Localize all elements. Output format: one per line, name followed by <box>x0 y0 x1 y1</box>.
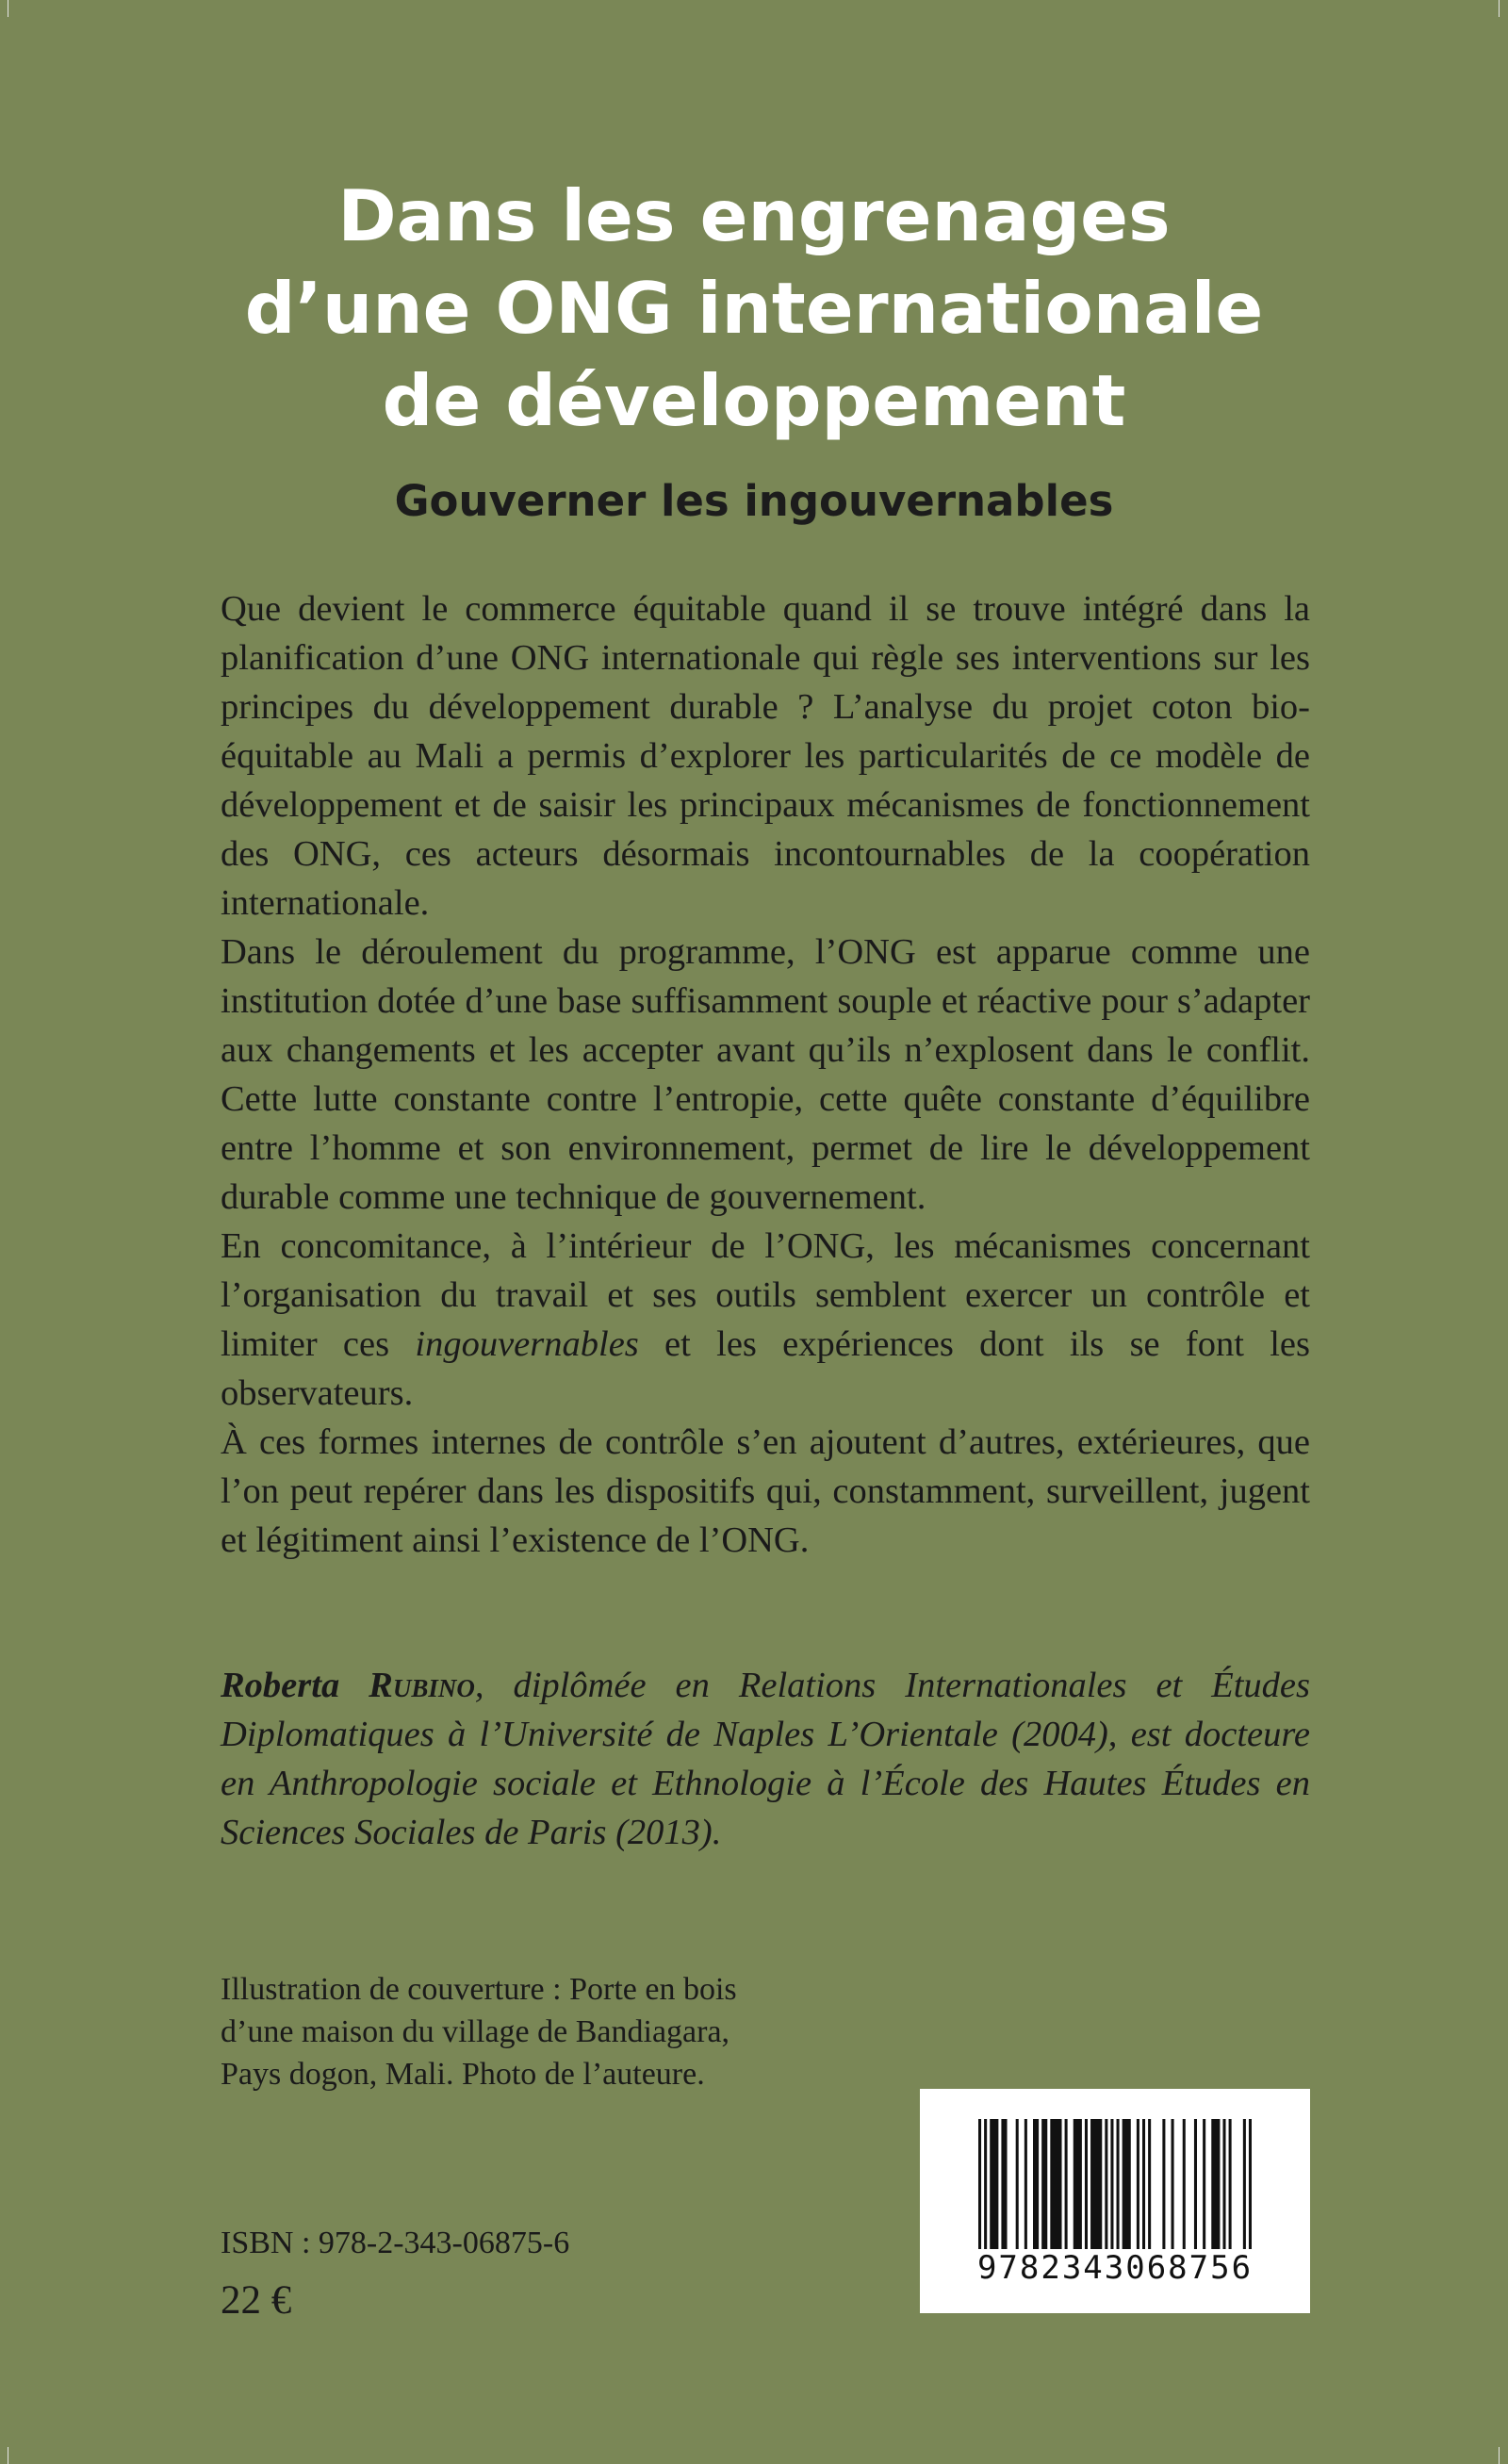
barcode-bar <box>1243 2119 1246 2270</box>
book-title-line-2: d’une ONG internationale <box>244 267 1264 350</box>
barcode-bar <box>1172 2119 1174 2249</box>
summary-paragraph-3-start: En concomitance, à l’intérieur de l’ONG, les mécanismes concernant l’organisation du travail et ses outils semblent exercer un contrôle et limiter ces <box>221 1226 1310 1364</box>
barcode-bar <box>1194 2119 1197 2249</box>
barcode-bar <box>990 2119 998 2249</box>
barcode <box>920 2089 1310 2313</box>
barcode-bar <box>978 2119 981 2270</box>
author-last-name: Rubino <box>369 1666 475 1705</box>
barcode-bar <box>1123 2119 1131 2249</box>
barcode-bar <box>1142 2119 1145 2249</box>
barcode-bar <box>1162 2119 1165 2249</box>
author-first-name: Roberta <box>221 1666 369 1705</box>
barcode-bar <box>1085 2119 1088 2249</box>
crop-mark-bottom-right <box>1499 2447 1500 2464</box>
barcode-bar <box>1024 2119 1027 2249</box>
barcode-bar <box>1110 2119 1113 2270</box>
barcode-bar <box>1016 2119 1019 2249</box>
summary-paragraph-3 <box>221 1222 1310 1418</box>
book-title-line-3: de développement <box>382 359 1126 442</box>
barcode-bar <box>984 2119 987 2270</box>
barcode-bar <box>1117 2119 1120 2270</box>
summary-paragraph-2: Dans le déroulement du programme, l’ONG est apparue comme une institution dotée d’une base suffisamment souple et réactive pour s’adapter aux changements et les accepter avant qu’ils n’explosent dans le conflit. Cette lutte constante contre l’entropie, cette quête constante d’équilibre entre l’homme et son environnement, permet de lire le développement durable comme une technique de gouvernement. <box>221 932 1310 1217</box>
book-subtitle: Gouverner les ingouvernables <box>394 476 1114 526</box>
barcode-bar <box>1105 2119 1107 2249</box>
caption-line-2: d’une maison du village de Bandiagara, <box>221 2014 730 2049</box>
barcode-bar <box>1050 2119 1061 2249</box>
cover-illustration-caption <box>221 1968 880 2095</box>
barcode-bar <box>1137 2119 1139 2249</box>
author-bio-text: , diplômée en Relations Internationales et Études Diplomatiques à l’Université de Naples L’Orientale (2004), est docteure en Anthropologie sociale et Ethnologie à l’École des Hautes Études en Sciences Sociales de Paris (2013). <box>221 1666 1310 1852</box>
summary-paragraph-3-end: et les expériences dont ils se font les observateurs. <box>221 1324 1310 1413</box>
summary-paragraph-1: Que devient le commerce équitable quand il se trouve intégré dans la planification d’une ONG internationale qui règle ses interventions sur les principes du développement durable ? L’analyse du projet coton bio-équitable au Mali a permis d’explorer les particularités de ce modèle de développement et de saisir les principaux mécanismes de fonctionnement des ONG, ces acteurs désormais incontournables de la coopération internationale. <box>221 589 1310 923</box>
barcode-bar <box>1222 2119 1225 2249</box>
barcode-bar <box>1183 2119 1186 2249</box>
summary-paragraph-3-italic: ingouvernables <box>415 1324 639 1364</box>
barcode-bars <box>978 2119 1252 2270</box>
price: 22 € <box>221 2278 292 2323</box>
barcode-bar <box>1074 2119 1082 2249</box>
isbn: ISBN : 978-2-343-06875-6 <box>221 2226 570 2260</box>
barcode-bar <box>1033 2119 1039 2249</box>
summary-paragraph-4: À ces formes internes de contrôle s’en ajoutent d’autres, extérieures, que l’on peut repérer dans les dispositifs qui, constamment, surveillent, jugent et légitiment ainsi l’existence de l’ONG. <box>221 1422 1310 1560</box>
barcode-bar <box>1148 2119 1151 2249</box>
author-bio <box>221 1661 1310 1857</box>
barcode-bar <box>1041 2119 1047 2249</box>
book-title <box>0 170 1508 447</box>
summary-text <box>221 584 1310 1565</box>
caption-line-1: Illustration de couverture : Porte en bois <box>221 1972 737 2007</box>
crop-mark-top-right <box>1499 0 1500 17</box>
barcode-bar <box>1203 2119 1205 2249</box>
barcode-digits: 9782343068756 <box>958 2249 1272 2287</box>
barcode-bar <box>1090 2119 1102 2249</box>
barcode-bar <box>1249 2119 1252 2270</box>
barcode-bar <box>1065 2119 1068 2249</box>
caption-line-3: Pays dogon, Mali. Photo de l’auteure. <box>221 2057 705 2092</box>
barcode-bar <box>1001 2119 1007 2249</box>
barcode-bar <box>1211 2119 1220 2249</box>
barcode-bar <box>1229 2119 1232 2249</box>
book-title-line-1: Dans les engrenages <box>337 174 1171 257</box>
